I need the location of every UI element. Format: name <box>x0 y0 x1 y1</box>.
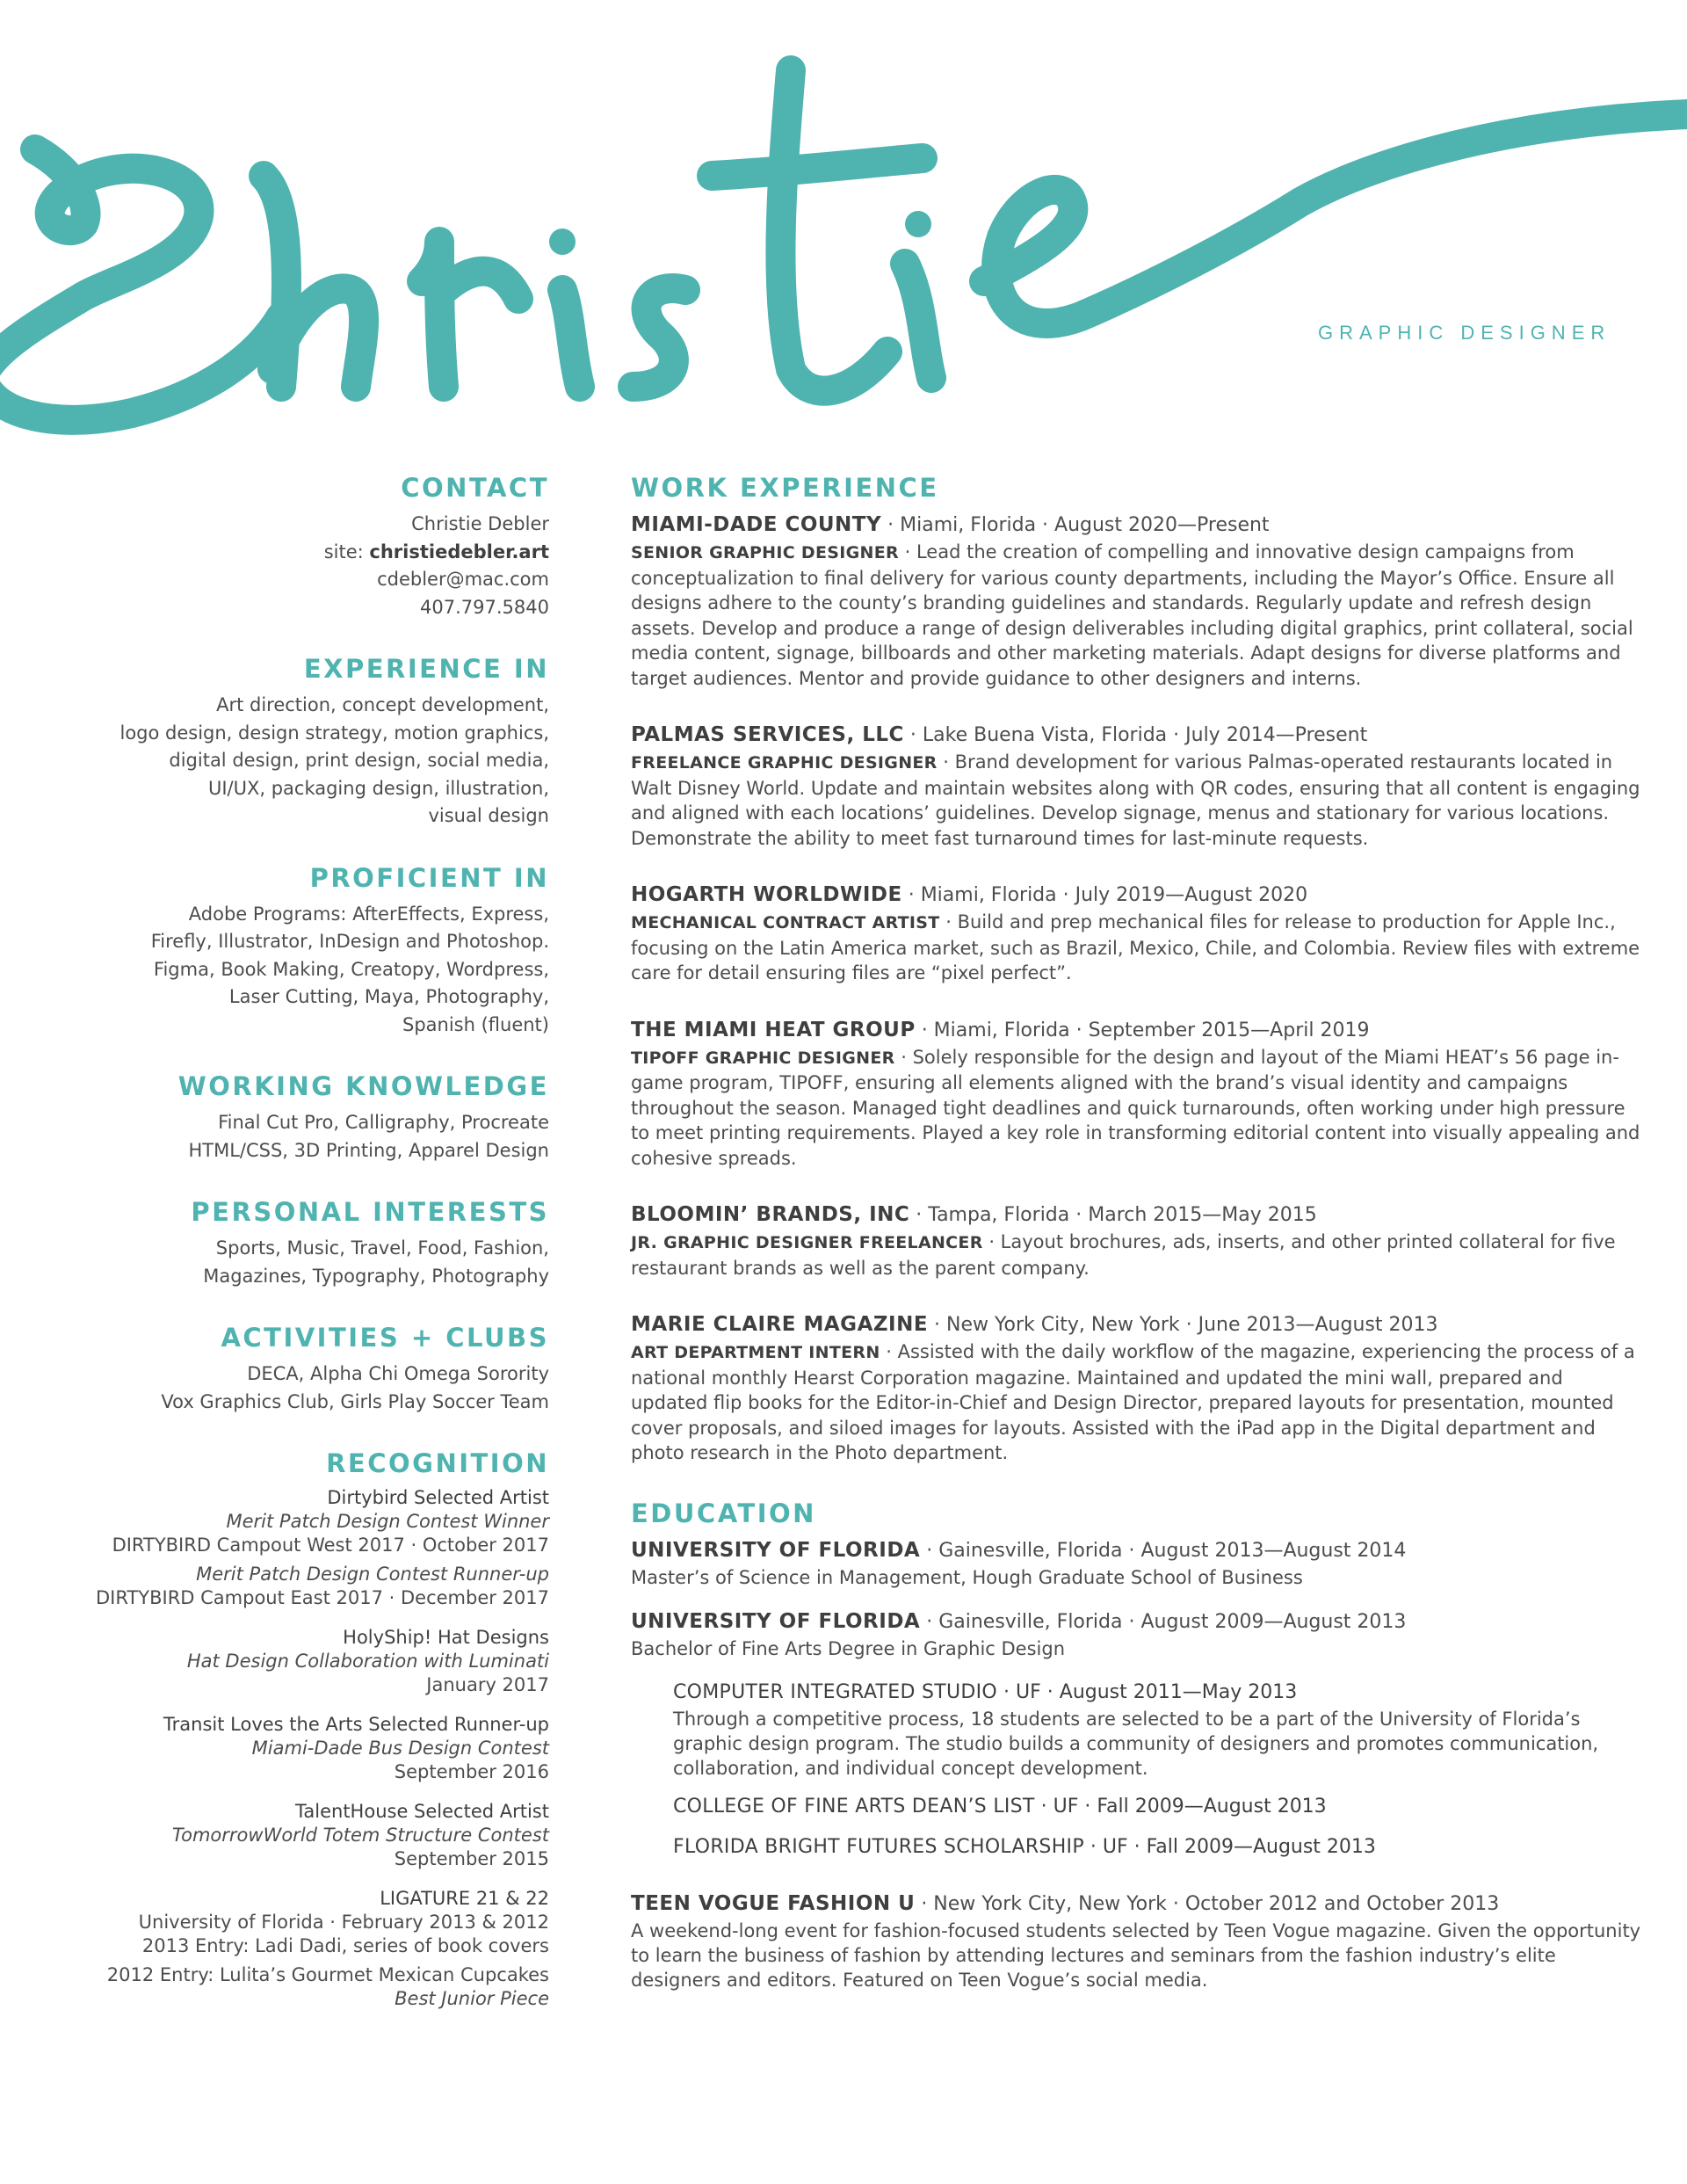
contact-site <box>26 539 549 567</box>
job-role: MECHANICAL CONTRACT ARTIST <box>631 913 940 932</box>
recognition-date: September 2015 <box>394 1848 549 1869</box>
list-item: HTML/CSS, 3D Printing, Apparel Design <box>188 1139 549 1161</box>
school-name: TEEN VOGUE FASHION U <box>631 1891 916 1915</box>
right-column <box>631 470 1641 2010</box>
list-item: logo design, design strategy, motion graphics, <box>119 722 549 744</box>
recognition-entry: 2013 Entry: Ladi Dadi, series of book covers <box>141 1935 549 1956</box>
list-item: Spanish (fluent) <box>402 1013 549 1035</box>
recognition-date: January 2017 <box>426 1674 549 1695</box>
job-desc: · Build and prep mechanical files for release to production for Apple Inc., focusing on the Latin America market, such as Brazil, Mexico, Chile, and Colombia. Review files with extreme care for detail ensuring files are “pixel perfect”. <box>631 911 1640 983</box>
job-meta: · Miami, Florida · July 2019—August 2020 <box>901 884 1308 906</box>
list-item: Sports, Music, Travel, Food, Fashion, <box>215 1237 549 1259</box>
personal-interests-heading: PERSONAL INTERESTS <box>191 1197 549 1227</box>
education-header <box>631 1607 1641 1636</box>
job-role: SENIOR GRAPHIC DESIGNER <box>631 543 899 562</box>
recognition-award: Merit Patch Design Contest Runner-up <box>196 1564 549 1585</box>
contact-name: Christie Debler <box>411 513 549 534</box>
recognition-event: DIRTYBIRD Campout East 2017 · December 2017 <box>96 1587 549 1608</box>
subentry-header <box>673 1793 1641 1821</box>
personal-interests-section <box>26 1194 549 1290</box>
job-org: MARIE CLAIRE MAGAZINE <box>631 1313 929 1336</box>
contact-section <box>26 470 549 621</box>
job-org: BLOOMIN’ BRANDS, INC <box>631 1203 910 1226</box>
job-header <box>631 721 1641 750</box>
site-label: site: <box>323 541 370 562</box>
job-org: THE MIAMI HEAT GROUP <box>631 1018 916 1041</box>
recognition-item <box>26 1800 549 1871</box>
recognition-award: Best Junior Piece <box>395 1988 549 2009</box>
education-heading: EDUCATION <box>631 1498 816 1528</box>
list-item: Adobe Programs: AfterEffects, Express, <box>188 903 549 925</box>
job-entry <box>631 721 1641 851</box>
job-description <box>631 1339 1641 1466</box>
job-header <box>631 1310 1641 1339</box>
subentry-meta: · UF · August 2011—May 2013 <box>997 1680 1298 1703</box>
job-header <box>631 511 1641 540</box>
list-item: digital design, print design, social media, <box>169 750 549 771</box>
subentry-header <box>673 1833 1641 1861</box>
recognition-event: DIRTYBIRD Campout West 2017 · October 2017 <box>112 1535 549 1556</box>
experience-in-heading: EXPERIENCE IN <box>303 654 549 684</box>
recognition-title: Dirtybird Selected Artist <box>327 1487 549 1508</box>
education-entry <box>631 1536 1641 1590</box>
recognition-title: LIGATURE 21 & 22 <box>380 1888 549 1909</box>
recognition-title: TalentHouse Selected Artist <box>295 1801 549 1822</box>
job-role: TIPOFF GRAPHIC DESIGNER <box>631 1048 895 1068</box>
recognition-award: TomorrowWorld Totem Structure Contest <box>171 1825 549 1846</box>
recognition-item <box>26 1887 549 2011</box>
education-subentry <box>673 1679 1641 1781</box>
subentry-name: COMPUTER INTEGRATED STUDIO <box>673 1680 998 1703</box>
subentry-meta: · UF · Fall 2009—August 2013 <box>1083 1835 1376 1858</box>
list-item: UI/UX, packaging design, illustration, <box>207 777 549 799</box>
job-desc: · Solely responsible for the design and layout of the Miami HEAT’s 56 page in-game program, TIPOFF, ensuring all elements aligned with the brand’s visual identity and campaigns throughout the season. Managed tight deadlines and quick turnarounds, often working under high pressure to meet printing requirements. Played a key role in transforming editorial content into visually appealing and cohesive spreads. <box>631 1046 1640 1169</box>
job-role: ART DEPARTMENT INTERN <box>631 1343 880 1362</box>
activities-heading: ACTIVITIES + CLUBS <box>221 1323 549 1353</box>
education-header <box>631 1890 1641 1919</box>
job-role: JR. GRAPHIC DESIGNER FREELANCER <box>631 1233 983 1252</box>
job-description <box>631 1230 1641 1281</box>
subentry-meta: · UF · Fall 2009—August 2013 <box>1034 1795 1327 1818</box>
subentry-description: Through a competitive process, 18 students are selected to be a part of the University of Florida’s graphic design program. The studio builds a community of designers and promotes communication, collaboration, and individual concept development. <box>673 1708 1599 1779</box>
education-subentry <box>673 1833 1641 1861</box>
proficient-in-section <box>26 860 549 1040</box>
recognition-item <box>26 1626 549 1697</box>
recognition-award: Miami-Dade Bus Design Contest <box>251 1738 549 1759</box>
program-description: A weekend-long event for fashion-focused students selected by Teen Vogue magazine. Given the opportunity to learn the business of fashion by attending lectures and seminars from the fashion industry’s elite designers and editors. Featured on Teen Vogue’s social media. <box>631 1919 1641 1991</box>
job-description <box>631 1045 1641 1172</box>
job-entry <box>631 1201 1641 1281</box>
list-item: Final Cut Pro, Calligraphy, Procreate <box>218 1112 549 1133</box>
job-description <box>631 540 1641 691</box>
list-item: Laser Cutting, Maya, Photography, <box>228 986 549 1007</box>
recognition-event: University of Florida · February 2013 & 2012 <box>138 1912 549 1933</box>
list-item: Firefly, Illustrator, InDesign and Photoshop. <box>150 931 549 952</box>
job-desc: · Brand development for various Palmas-operated restaurants located in Walt Disney World. Update and maintain websites along with QR codes, ensuring that all content is engaging and aligned with each locations’ guidelines. Develop signage, menus and stationary for various locations. Demonstrate the ability to meet fast turnaround times for last-minute requests. <box>631 751 1640 849</box>
subentry-name: COLLEGE OF FINE ARTS DEAN’S LIST <box>673 1795 1035 1818</box>
recognition-title: HolyShip! Hat Designs <box>343 1627 549 1648</box>
job-org: HOGARTH WORLDWIDE <box>631 883 902 906</box>
recognition-heading: RECOGNITION <box>326 1448 549 1478</box>
list-item: Art direction, concept development, <box>216 694 549 715</box>
recognition-award: Merit Patch Design Contest Winner <box>226 1511 549 1532</box>
job-meta: · Lake Buena Vista, Florida · July 2014—Present <box>903 724 1368 746</box>
job-org: MIAMI-DADE COUNTY <box>631 513 882 536</box>
job-header <box>631 881 1641 910</box>
experience-in-section <box>26 651 549 831</box>
contact-email[interactable]: cdebler@mac.com <box>377 569 549 590</box>
job-desc: · Assisted with the daily workflow of the magazine, experiencing the process of a national monthly Hearst Corporation magazine. Maintained and updated the mini wall, prepared and updated flip books for the Editor-in-Chief and Design Director, prepared layouts for presentation, mounted cover proposals, and siloed images for layouts. Assisted with the iPad app in the Digital department and photo research in the Photo department. <box>631 1341 1635 1463</box>
name-logo <box>0 0 1687 457</box>
recognition-date: September 2016 <box>394 1761 549 1782</box>
list-item: visual design <box>428 805 549 826</box>
job-meta: · Miami, Florida · August 2020—Present <box>881 514 1270 536</box>
education-entry <box>631 1607 1641 1661</box>
subentry-name: FLORIDA BRIGHT FUTURES SCHOLARSHIP <box>673 1835 1084 1858</box>
activities-section <box>26 1320 549 1416</box>
job-desc: · Lead the creation of compelling and innovative design campaigns from conceptualization to final delivery for various county departments, including the Mayor’s Office. Ensure all designs adhere to the county’s branding guidelines and standards. Regularly update and refresh design assets. Develop and produce a range of design deliverables including digital graphics, print collateral, social media content, signage, billboards and other marketing materials. Adapt designs for diverse platforms and target audiences. Mentor and provide guidance to other designers and interns. <box>631 541 1633 689</box>
job-role: FREELANCE GRAPHIC DESIGNER <box>631 753 938 773</box>
degree: Master’s of Science in Management, Hough Graduate School of Business <box>631 1566 1303 1588</box>
list-item: Magazines, Typography, Photography <box>203 1265 549 1287</box>
recognition-entry: 2012 Entry: Lulita’s Gourmet Mexican Cupcakes <box>106 1964 549 1985</box>
spacer <box>631 1874 1641 1890</box>
school-meta: · New York City, New York · October 2012 and October 2013 <box>915 1892 1500 1915</box>
recognition-title: Transit Loves the Arts Selected Runner-up <box>163 1714 549 1735</box>
school-name: UNIVERSITY OF FLORIDA <box>631 1538 921 1562</box>
school-meta: · Gainesville, Florida · August 2013—August 2014 <box>920 1539 1407 1562</box>
education-subentry <box>673 1793 1641 1821</box>
contact-heading: CONTACT <box>401 473 549 503</box>
job-entry <box>631 511 1641 691</box>
job-entry <box>631 1310 1641 1466</box>
left-column <box>26 470 549 2041</box>
job-desc: · Layout brochures, ads, inserts, and other printed collateral for five restaurant brands as well as the parent company. <box>631 1231 1616 1279</box>
recognition-award: Hat Design Collaboration with Luminati <box>186 1651 549 1672</box>
contact-phone: 407.797.5840 <box>420 596 549 618</box>
job-description <box>631 750 1641 851</box>
recognition-item <box>26 1713 549 1784</box>
job-entry <box>631 881 1641 986</box>
education-header <box>631 1536 1641 1565</box>
work-experience-heading: WORK EXPERIENCE <box>631 473 939 503</box>
education-entry <box>631 1890 1641 1992</box>
proficient-in-heading: PROFICIENT IN <box>309 862 549 893</box>
subentry-header <box>673 1679 1641 1707</box>
list-item: Vox Graphics Club, Girls Play Soccer Team <box>161 1390 549 1412</box>
school-name: UNIVERSITY OF FLORIDA <box>631 1609 921 1633</box>
school-meta: · Gainesville, Florida · August 2009—August 2013 <box>920 1610 1407 1633</box>
job-meta: · Tampa, Florida · March 2015—May 2015 <box>909 1204 1317 1226</box>
degree: Bachelor of Fine Arts Degree in Graphic Design <box>631 1637 1066 1659</box>
job-title: GRAPHIC DESIGNER <box>1318 322 1611 344</box>
job-description <box>631 910 1641 986</box>
job-meta: · Miami, Florida · September 2015—April 2019 <box>915 1019 1370 1041</box>
job-meta: · New York City, New York · June 2013—August 2013 <box>928 1314 1438 1336</box>
working-knowledge-heading: WORKING KNOWLEDGE <box>177 1071 549 1101</box>
job-org: PALMAS SERVICES, LLC <box>631 723 904 746</box>
site-link[interactable]: christiedebler.art <box>369 541 549 562</box>
list-item: Figma, Book Making, Creatopy, Wordpress, <box>153 958 549 980</box>
job-entry <box>631 1016 1641 1172</box>
job-header <box>631 1201 1641 1230</box>
list-item: DECA, Alpha Chi Omega Sorority <box>247 1363 549 1384</box>
job-header <box>631 1016 1641 1045</box>
recognition-item <box>26 1486 549 1610</box>
recognition-section <box>26 1446 549 2011</box>
working-knowledge-section <box>26 1069 549 1165</box>
